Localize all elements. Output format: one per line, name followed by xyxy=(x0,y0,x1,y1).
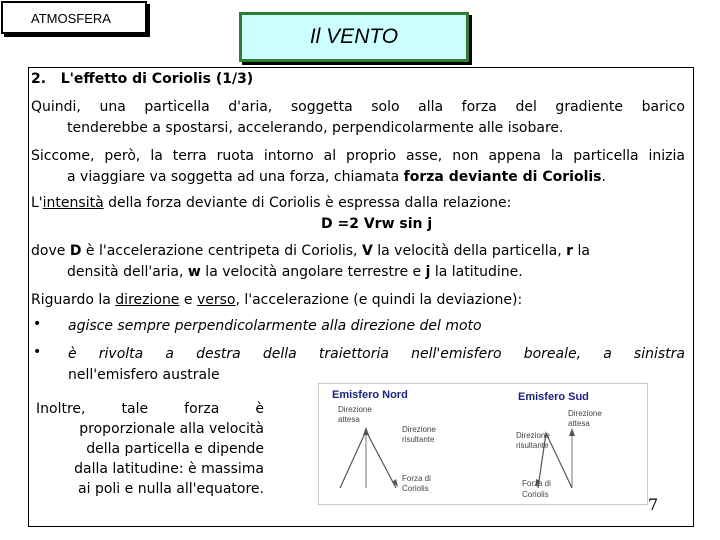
svg-text:attesa: attesa xyxy=(338,415,360,424)
paragraph-4 xyxy=(31,241,685,283)
paragraph-1 xyxy=(31,97,685,139)
p1-line1: Quindi, una particella d'aria, soggetta solo alla forza del gradiente barico xyxy=(31,99,685,115)
p3-line1: L'intensità della forza deviante di Coriolis è espressa dalla relazione: xyxy=(31,195,512,211)
paragraph-6: Inoltre, tale forza è proporzionale alla velocità della particella e dipende dalla latitudine: è massima ai poli e nulla all'equatore. xyxy=(36,401,264,497)
svg-text:Forza di: Forza di xyxy=(402,474,431,483)
svg-text:Direzione: Direzione xyxy=(568,409,602,418)
formula: D =2 Vrw sin j xyxy=(321,216,433,232)
svg-text:risultante: risultante xyxy=(516,441,549,450)
svg-text:attesa: attesa xyxy=(568,419,590,428)
title-box xyxy=(239,12,469,62)
diagram-border xyxy=(318,383,648,505)
svg-text:Direzione: Direzione xyxy=(402,425,436,434)
heading xyxy=(31,69,253,90)
paragraph-5: Riguardo la direzione e verso, l'accelerazione (e quindi la deviazione): xyxy=(31,292,523,308)
svg-text:Coriolis: Coriolis xyxy=(522,490,549,499)
svg-text:Direzione: Direzione xyxy=(516,431,550,440)
svg-text:Coriolis: Coriolis xyxy=(402,484,429,493)
bullet-1: agisce sempre perpendicolarmente alla direzione del moto xyxy=(68,318,482,334)
coriolis-diagram xyxy=(318,383,648,505)
p4-line1: dove D è l'accelerazione centripeta di Coriolis, V la velocità della particella, r la xyxy=(31,243,590,259)
section-tag-label: ATMOSFERA xyxy=(31,11,111,26)
svg-text:Direzione: Direzione xyxy=(338,405,372,414)
page-number: 7 xyxy=(648,495,659,514)
p2-line2: a viaggiare va soggetta ad una forza, chiamata forza deviante di Coriolis. xyxy=(67,169,606,185)
bullet-2: è rivolta a destra della traiettoria nell'emisfero boreale, a sinistra nell'emisfero australe xyxy=(68,346,685,383)
bullet-marker: • xyxy=(33,344,42,360)
section-tag xyxy=(1,1,147,34)
svg-text:Forza di: Forza di xyxy=(522,479,551,488)
p1-line2: tenderebbe a spostarsi, accelerando, perpendicolarmente alle isobare. xyxy=(67,120,564,136)
north-label: Emisfero Nord xyxy=(332,389,408,401)
p2-line1: Siccome, però, la terra ruota intorno al proprio asse, non appena la particella inizia xyxy=(31,148,685,164)
svg-text:risultante: risultante xyxy=(402,435,435,444)
south-label: Emisfero Sud xyxy=(518,391,589,403)
paragraph-2 xyxy=(31,146,685,188)
paragraph-3 xyxy=(31,193,685,235)
p4-line2: densità dell'aria, w la velocità angolare terrestre e j la latitudine. xyxy=(67,264,523,280)
bullet-marker: • xyxy=(33,316,42,332)
page-title: Il VENTO xyxy=(309,25,399,48)
heading-text: L'effetto di Coriolis (1/3) xyxy=(60,71,254,87)
heading-number: 2. xyxy=(31,71,47,87)
coriolis-term: forza deviante di Coriolis xyxy=(403,169,602,185)
